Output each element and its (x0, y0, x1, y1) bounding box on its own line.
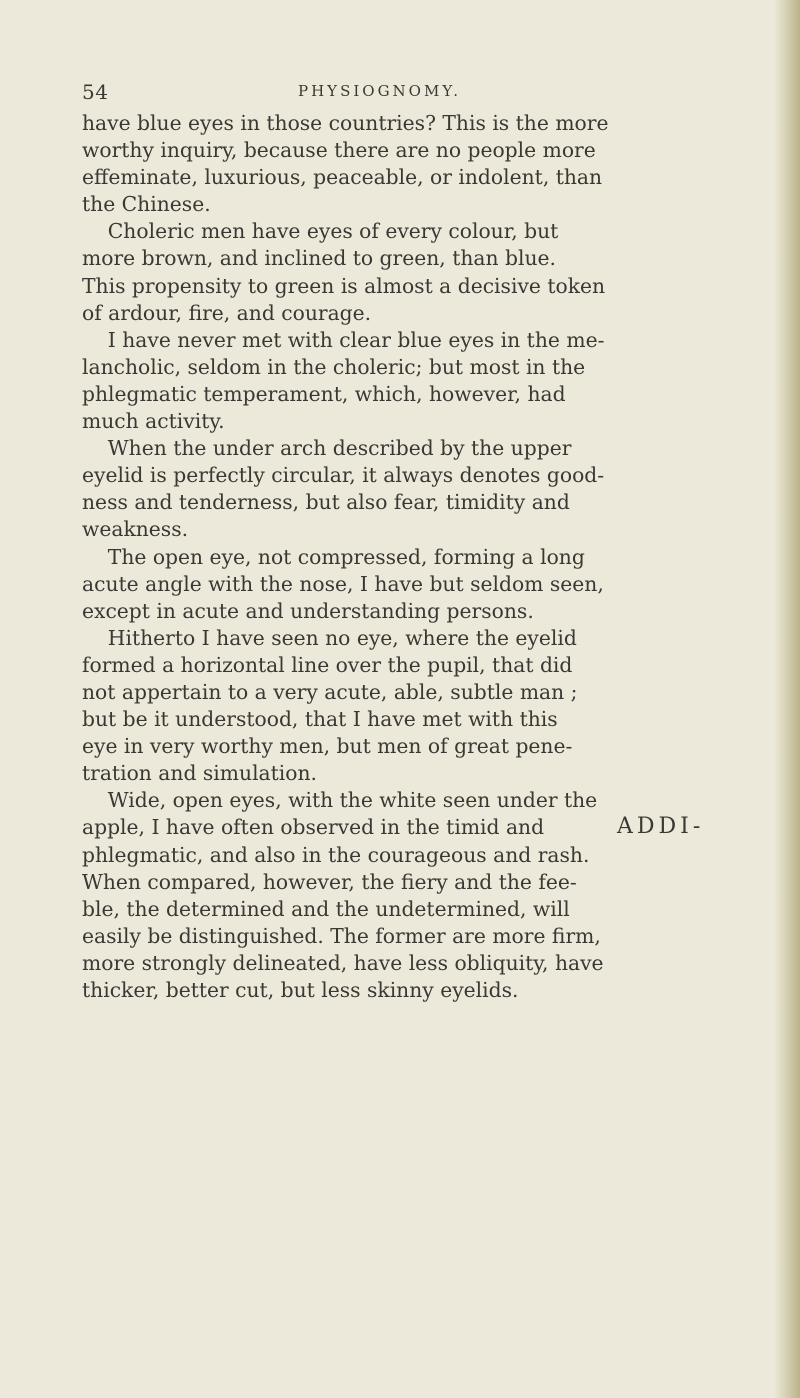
text-line: apple, I have often observed in the timid and (82, 815, 545, 840)
text-line: lancholic, seldom in the choleric; but most in the (82, 354, 586, 379)
catchword: ADDI- (617, 814, 705, 839)
text-line: formed a horizontal line over the pupil, that did (82, 652, 573, 677)
text-line: Hitherto I have seen no eye, where the eyelid (82, 625, 577, 650)
text-line: I have never met with clear blue eyes in the me- (82, 327, 605, 352)
text-line: have blue eyes in those countries? This is the more (82, 111, 609, 135)
text-line: eyelid is perfectly circular, it always denotes good- (82, 463, 605, 488)
page-edge-shadow (774, 0, 800, 1398)
text-line: worthy inquiry, because there are no people more (82, 138, 596, 163)
page-header (82, 80, 682, 110)
running-title: PHYSIOGNOMY. (298, 82, 462, 100)
text-line: phlegmatic, and also in the courageous and rash. (82, 842, 590, 867)
text-line: When the under arch described by the upper (82, 436, 572, 461)
text-line: When compared, however, the fiery and the fee- (82, 869, 577, 894)
text-line: of ardour, fire, and courage. (82, 300, 372, 325)
text-line: acute angle with the nose, I have but seldom seen, (82, 571, 604, 596)
text-line: more brown, and inclined to green, than blue. (82, 246, 556, 271)
text-line: tration and simulation. (82, 761, 317, 786)
text-line: eye in very worthy men, but men of great pene- (82, 734, 573, 759)
text-line: weakness. (82, 517, 189, 542)
text-line: more strongly delineated, have less obliquity, have (82, 950, 604, 975)
body-text (82, 110, 717, 1004)
text-line: Choleric men have eyes of every colour, but (82, 219, 559, 244)
text-line: thicker, better cut, but less skinny eyelids. (82, 978, 519, 1002)
text-line: ble, the determined and the undetermined, will (82, 896, 570, 921)
text-line: the Chinese. (82, 192, 211, 217)
text-line: The open eye, not compressed, forming a long (82, 544, 585, 569)
text-line: not appertain to a very acute, able, subtle man ; (82, 679, 578, 704)
text-line: Wide, open eyes, with the white seen under the (82, 788, 598, 813)
text-line: ness and tenderness, but also fear, timidity and (82, 490, 570, 515)
text-line: much activity. (82, 409, 225, 434)
text-line: easily be distinguished. The former are more firm, (82, 923, 601, 948)
page-number: 54 (82, 80, 109, 104)
text-line: effeminate, luxurious, peaceable, or indolent, than (82, 165, 603, 190)
text-line: phlegmatic temperament, which, however, had (82, 381, 566, 406)
text-line: but be it understood, that I have met with this (82, 707, 558, 732)
text-line: This propensity to green is almost a decisive token (82, 273, 606, 298)
text-line: except in acute and understanding persons. (82, 598, 534, 623)
